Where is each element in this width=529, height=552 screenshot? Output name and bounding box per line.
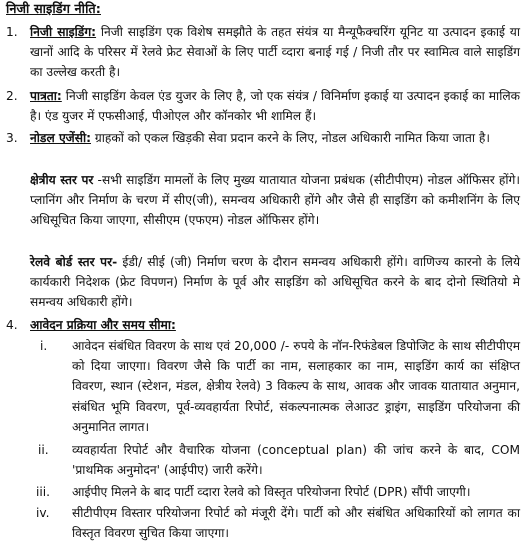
item-label: निजी साइडिंग: [30,25,97,39]
board-body [30,252,520,313]
zonal-level-paragraph [30,170,520,231]
sub-item-text: सीटीपीएम विस्तार परियोजना रिपोर्ट को मंजूरी देंगे। पार्टी को और संबंधित अधिकारियों को लागत का विस्तृत विवरण सुचित किया जाएगा। [72,506,520,541]
sub-item-text: व्यवहार्यता रिपोर्ट और वैचारिक योजना (conceptual plan) की जांच करने के बाद, COM 'प्राथमिक अनुमोदन' (आईपीए) जारी करेंगे। [72,443,520,478]
page-title: निजी साइडिंग नीति: [6,2,101,17]
sub-item-number: ii. [38,443,49,457]
board-label: रेलवे बोर्ड स्तर पर- [30,255,118,269]
sub-item-text: आवेदन संबंधित विवरण के साथ एवं 20,000 /- रुपये के नॉन-रिफंडेबल डिपोजिट के साथ सीटीपीएम को दिया जाएगा। विवरण जैसे कि पार्टी का नाम, सलाहकार का नाम, साइडिंग कार्य का संक्षिप्त विवरण, स्थान (स्टेशन, मंडल, क्षेत्रीय रेलवे) 3 विकल्प के साथ, आवक और जावक यातायात अनुमान, संबंधित भूमि विवरण, पूर्व-व्यवहार्यता रिपोर्ट, संकल्पनात्मक लेआउट ड्राइंग, साइडिंग परियोजना की अनुमानित लागत। [72,339,520,434]
item-body [30,86,520,126]
zonal-label: क्षेत्रीय स्तर पर [30,173,94,187]
item-body [30,128,520,148]
item-number: 4. [6,318,18,332]
item-label: पात्रता: [30,89,62,103]
item-number: 1. [6,25,18,39]
item-text: निजी साइडिंग एक विशेष समझौते के तहत संयंत्र या मैन्यूफैक्चरिंग यूनिट या उत्पादन इकाई या खानों आदि के परिसर में रेलवे फ्रेट सेवाओं के लिए पार्टी व्दारा बनाई गई / निजी तौर पर स्वामित्व वाले साइडिंग का उल्लेख करती है। [30,25,520,80]
sub-item-number: i. [40,339,48,353]
sub-item-i [30,336,520,437]
sub-item-iii [30,482,520,502]
item-text: निजी साइडिंग केवल एंड युजर के लिए है, जो एक संयंत्र / विनिर्माण इकाई या उत्पादन इकाई का मालिक है। एंड युजर में एफसीआई, पीओएल और कॉनकोर भी शामिल हैं। [30,89,520,124]
sub-item-number: iii. [36,485,51,499]
board-level-paragraph [30,252,520,313]
board-text: ईडी/ सीई (जी) निर्माण चरण के दौरान समन्वय अधिकारी होंगे। वाणिज्य कारनो के लिये कार्यकारी निदेशक (फ्रेट विपणन) निर्माण के पूर्व और साइडिंग को अधिसूचित करने के बाद दोनो स्थितियो मे समन्वय अधिकारी होंगे। [30,255,521,310]
item-number: 3. [6,131,18,145]
zonal-body [30,170,520,231]
sub-item-ii [30,440,520,480]
zonal-text: -सभी साइडिंग मामलों के लिए मुख्य यातायात योजना प्रबंधक (सीटीपीएम) नोडल ऑफिसर होंगे। प्लानिंग और निर्माण के चरण में सीए(जी), समन्वय अधिकारी होंगे और जैसे ही साइडिंग को कमीशनिंग के लिए अधिसूचित किया जाएगा, सीसीएम (एफएम) नोडल ऑफिसर होंगे। [30,173,520,228]
item-body [30,22,520,83]
sub-item-iv [30,503,520,543]
list-item-2 [6,86,520,126]
list-item-1 [6,22,520,83]
list-item-3 [6,128,520,148]
item-number: 2. [6,89,18,103]
sub-item-text: आईपीए मिलने के बाद पार्टी व्दारा रेलवे को विस्तृत परियोजना रिपोर्ट (DPR) सौंपी जाएगी। [72,485,471,499]
item-label: नोडल एजेंसी: [30,131,91,145]
section-4-heading [6,315,520,335]
section-4-label: आवेदन प्रक्रिया और समय सीमा: [30,318,176,332]
sub-item-number: iv. [36,506,50,520]
item-text: ग्राहकों को एकल खिड़की सेवा प्रदान करने के लिए, नोडल अधिकारी नामित किया जाता है। [91,131,490,145]
